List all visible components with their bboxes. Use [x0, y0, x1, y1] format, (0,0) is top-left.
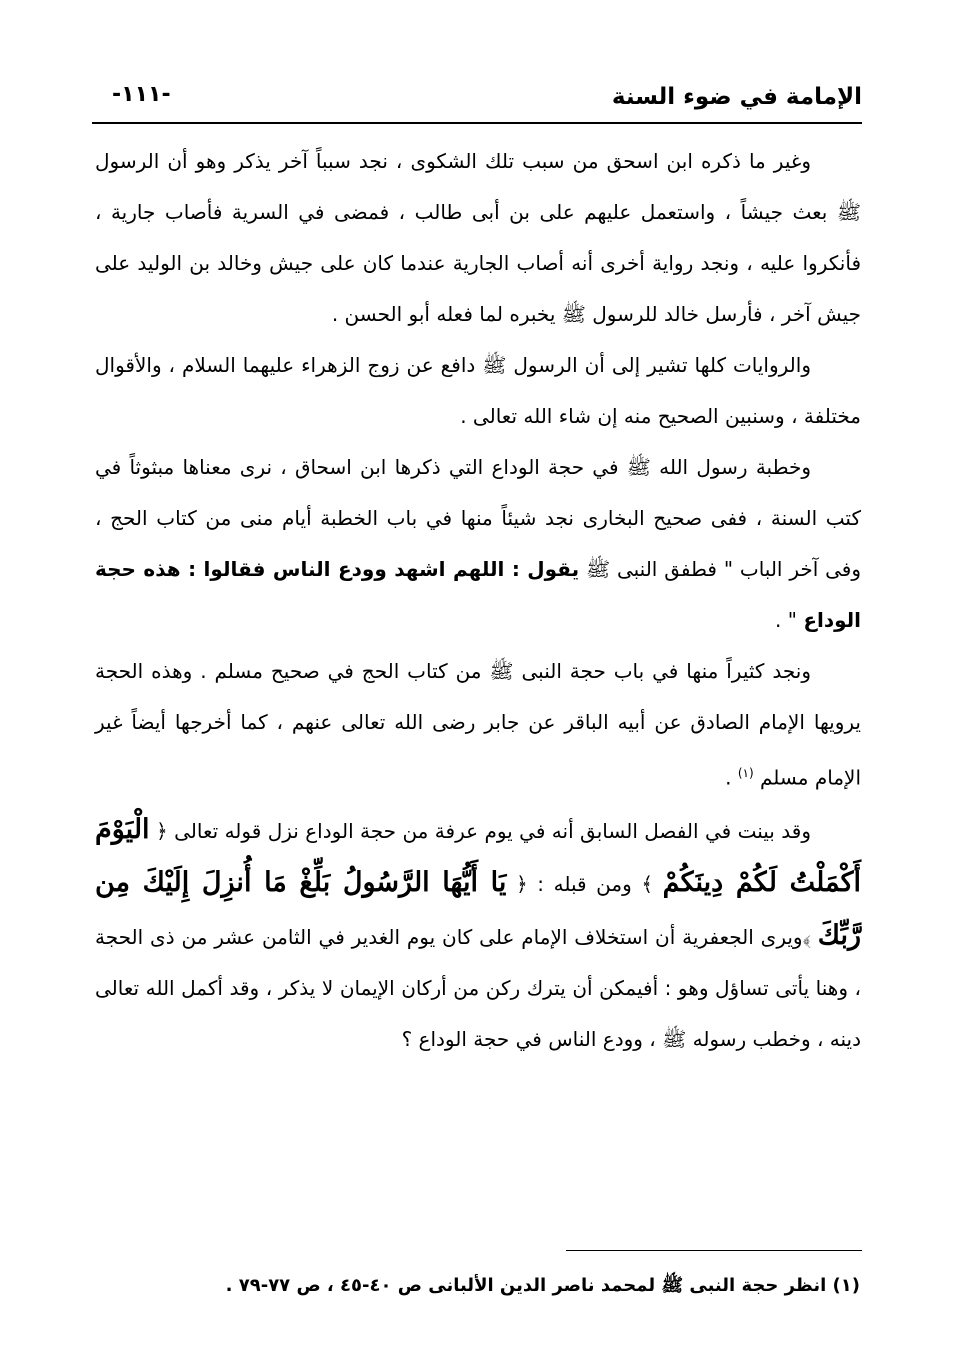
footnote-reference[interactable]: (١)	[737, 766, 754, 780]
paragraph-5	[95, 804, 861, 1065]
page-number: -١١١-	[112, 82, 171, 107]
paragraph-2	[95, 340, 861, 442]
footnote-divider	[566, 1250, 862, 1251]
paragraph-2-text: والروايات كلها تشير إلى أن الرسول ﷺ دافع عن زوج الزهراء عليهما السلام ، والأقوال مختلفة ، وسنبين الصحيح منه إن شاء الله تعالى .	[95, 353, 861, 428]
paragraph-5-text-middle: ﴾ ومن قبله : ﴿	[515, 871, 654, 896]
paragraph-3-bold-quote: يقول : اللهم اشهد وودع الناس فقالوا : هذه حجة الوداع	[95, 557, 861, 632]
body-text	[95, 136, 861, 1065]
paragraph-1	[95, 136, 861, 340]
paragraph-4-tail: .	[725, 765, 732, 790]
paragraph-3-tail: " .	[775, 608, 797, 632]
paragraph-1-text: وغير ما ذكره ابن اسحق من سبب تلك الشكوى ، نجد سبباً آخر يذكر وهو أن الرسول ﷺ بعث جيشاً ، واستعمل عليهم على بن أبى طالب ، فمضى في السرية فأصاب جارية ، فأنكروا عليه ، ونجد رواية أخرى أنه أصاب الجارية عندما كان على جيش وخالد بن الوليد على جيش آخر ، فأرسل خالد للرسول ﷺ يخبره لما فعله أبو الحسن .	[95, 149, 861, 326]
paragraph-3-text: وخطبة رسول الله ﷺ في حجة الوداع التي ذكرها ابن اسحاق ، نرى معناها مبثوثاً في كتب السنة ، ففى صحيح البخارى نجد شيئاً منها في باب الخطبة أيام منى من كتاب الحج ، وفى آخر الباب " فطفق النبى ﷺ	[95, 455, 862, 581]
paragraph-5-text-before: وقد بينت في الفصل السابق أنه في يوم عرفة من حجة الوداع نزل قوله تعالى ﴿	[155, 818, 812, 843]
paragraph-4	[95, 646, 861, 804]
paragraph-5-text-after: ﴾ويرى الجعفرية أن استخلاف الإمام على كان يوم الغدير في الثامن عشر من ذى الحجة ، وهنا يأتى تساؤل وهو : أفيمكن أن يترك ركن من أركان الإيمان لا يذكر ، وقد أكمل الله تعالى دينه ، وخطب رسوله ﷺ ، وودع الناس في حجة الوداع ؟	[95, 924, 861, 1051]
quran-verse-2: يَا أَيُّهَا الرَّسُولُ بَلِّغْ مَا أُنزِلَ إِلَيْكَ مِن رَّبِّكَ	[95, 866, 862, 951]
footnote: (١) انظر حجة النبى ﷺ لمحمد ناصر الدين الألبانى ص ٤٠-٤٥ ، ص ٧٧-٧٩ .	[225, 1275, 860, 1296]
paragraph-4-text: ونجد كثيراً منها في باب حجة النبى ﷺ من كتاب الحج في صحيح مسلم . وهذه الحجة يرويها الإمام الصادق عن أبيه الباقر عن جابر رضى الله تعالى عنهم ، كما أخرجها أيضاً غير الإمام مسلم	[95, 659, 861, 790]
quran-verse-1: الْيَوْمَ أَكْمَلْتُ لَكُمْ دِينَكُمْ	[95, 813, 861, 898]
running-title: الإمامة في ضوء السنة	[611, 84, 862, 110]
paragraph-3	[95, 442, 861, 646]
page-header	[92, 78, 862, 124]
